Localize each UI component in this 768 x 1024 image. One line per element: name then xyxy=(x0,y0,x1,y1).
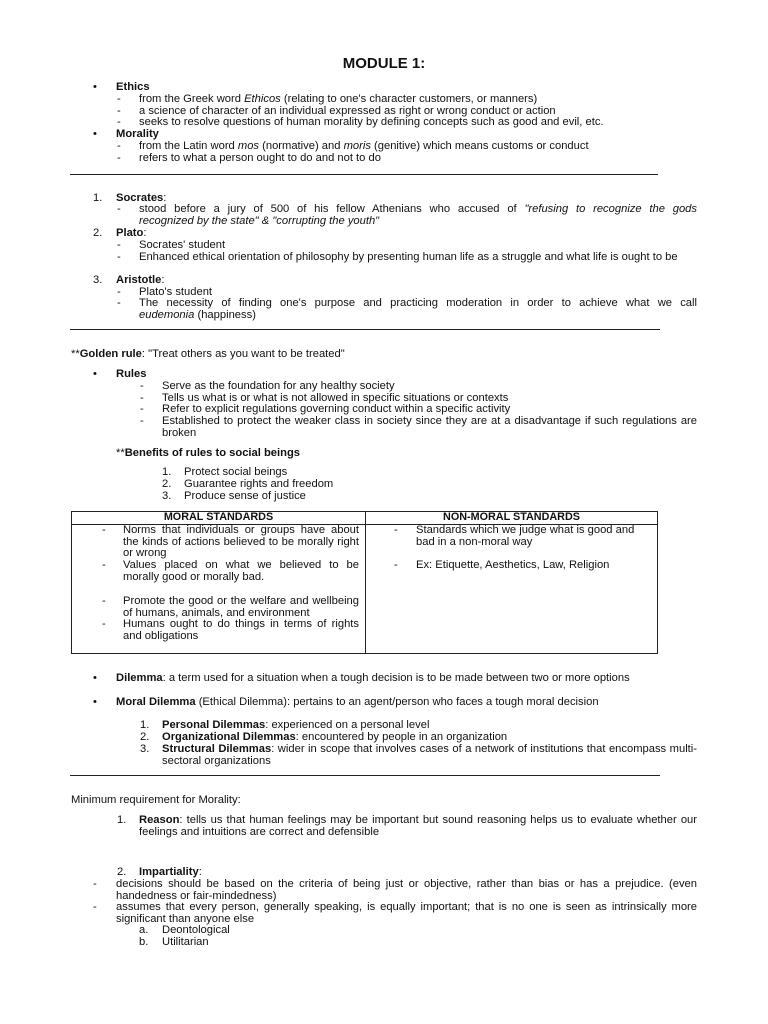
bullet-icon: • xyxy=(93,128,97,140)
impartiality-number: 2. xyxy=(117,866,127,878)
sub-item-letter: a. xyxy=(139,924,149,936)
dash: - xyxy=(117,140,121,152)
dash: - xyxy=(117,203,121,215)
dash: - xyxy=(117,93,121,105)
benefit-item-1: Protect social beings xyxy=(184,466,288,478)
morality-item-2: refers to what a person ought to do and not to do xyxy=(139,152,381,164)
sub-item-deontological: Deontological xyxy=(162,924,230,936)
bullet-icon: • xyxy=(93,672,97,684)
non-moral-item: - Ex: Etiquette, Aesthetics, Law, Religion xyxy=(394,559,610,572)
philosopher-socrates: Socrates: xyxy=(116,192,167,204)
aristotle-item-1: Plato's student xyxy=(139,286,213,298)
dash: - xyxy=(117,239,121,251)
moral-item: - Humans ought to do things in terms of rights and obligations xyxy=(102,618,359,643)
plato-item-1: Socrates' student xyxy=(139,239,226,251)
rules-item-2: Tells us what is or what is not allowed in specific situations or contexts xyxy=(162,392,509,404)
reason-number: 1. xyxy=(117,814,127,826)
dash: - xyxy=(117,152,121,164)
rules-item-1: Serve as the foundation for any healthy society xyxy=(162,380,395,392)
dash: - xyxy=(117,105,121,117)
philosopher-number: 1. xyxy=(93,192,103,204)
dash: - xyxy=(140,415,144,427)
divider xyxy=(70,775,660,776)
dash: - xyxy=(117,116,121,128)
dash: - xyxy=(93,878,97,890)
rules-item-3: Refer to explicit regulations governing conduct within a specific activity xyxy=(162,403,511,415)
moral-item: - Values placed on what we believed to be morally good or morally bad. xyxy=(102,559,359,583)
benefit-item-3: Produce sense of justice xyxy=(184,490,306,502)
moral-item: - Norms that individuals or groups have about the kinds of actions believed to be morally right or wrong xyxy=(102,523,359,560)
divider xyxy=(70,329,660,330)
dilemma-type-structural: Structural Dilemmas: wider in scope that involves cases of a network of institutions that encompass multi-sectoral organizations xyxy=(162,743,697,767)
benefit-number: 3. xyxy=(162,490,172,502)
impartiality-heading: Impartiality: xyxy=(139,866,202,878)
dilemma-type-number: 2. xyxy=(140,731,150,743)
dash: - xyxy=(117,286,121,298)
divider xyxy=(70,174,658,175)
ethics-heading: Ethics xyxy=(116,81,150,93)
ethics-item-2: a science of character of an individual expressed as right or wrong conduct or action xyxy=(139,105,556,117)
aristotle-item-2-cont: eudemonia (happiness) xyxy=(139,309,256,321)
dash: - xyxy=(93,901,97,913)
philosopher-number: 3. xyxy=(93,274,103,286)
dash: - xyxy=(140,403,144,415)
philosopher-number: 2. xyxy=(93,227,103,239)
page-title: MODULE 1: xyxy=(342,55,426,72)
morality-heading: Morality xyxy=(116,128,159,140)
golden-rule: **Golden rule: "Treat others as you want to be treated" xyxy=(71,348,345,360)
moral-standards-header: MORAL STANDARDS xyxy=(72,512,366,525)
philosopher-plato: Plato: xyxy=(116,227,147,239)
rules-item-4: Established to protect the weaker class in society since they are at a disadvantage if such regulations are broken xyxy=(162,415,697,439)
moral-standards-cell xyxy=(72,524,366,653)
bullet-icon: • xyxy=(93,368,97,380)
dash: - xyxy=(140,392,144,404)
dilemma-type-number: 1. xyxy=(140,719,150,731)
bullet-icon: • xyxy=(93,81,97,93)
dilemma-type-personal: Personal Dilemmas: experienced on a personal level xyxy=(162,719,430,731)
non-moral-item: - Standards which we judge what is good and bad in a non-moral way xyxy=(394,523,635,548)
non-moral-standards-cell xyxy=(366,524,658,653)
dash: - xyxy=(117,251,121,263)
benefits-heading: **Benefits of rules to social beings xyxy=(116,447,301,459)
ethics-item-3: seeks to resolve questions of human morality by defining concepts such as good and evil, etc. xyxy=(139,116,604,128)
benefit-number: 1. xyxy=(162,466,172,478)
aristotle-item-2: The necessity of finding one's purpose and practicing moderation in order to achieve what we call xyxy=(139,297,697,309)
dilemma-definition: Dilemma: a term used for a situation when a tough decision is to be made between two or more options xyxy=(116,672,630,684)
non-moral-standards-header: NON-MORAL STANDARDS xyxy=(366,512,658,525)
bullet-icon: • xyxy=(93,696,97,708)
philosopher-aristotle: Aristotle: xyxy=(116,274,165,286)
impartiality-item-1: decisions should be based on the criteria of being just or objective, rather than bias or has a prejudice. (even handedness or fair-mindedness) xyxy=(116,878,697,902)
morality-item-1: from the Latin word mos (normative) and moris (genitive) which means customs or conduct xyxy=(139,140,589,152)
standards-table xyxy=(71,511,658,654)
dash: - xyxy=(117,297,121,309)
impartiality-item-2: assumes that every person, generally speaking, is equally important; that is no one is seen as intrinsically more significant than anyone else xyxy=(116,901,697,925)
benefit-item-2: Guarantee rights and freedom xyxy=(184,478,334,490)
sub-item-letter: b. xyxy=(139,936,149,948)
moral-item: - Promote the good or the welfare and wellbeing of humans, animals, and environment xyxy=(102,594,359,619)
dilemma-type-number: 3. xyxy=(140,743,150,755)
socrates-item-1: stood before a jury of 500 of his fellow Athenians who accused of "refusing to recognize the gods xyxy=(139,203,697,215)
dilemma-type-organizational: Organizational Dilemmas: encountered by people in an organization xyxy=(162,731,508,743)
sub-item-utilitarian: Utilitarian xyxy=(162,936,209,948)
plato-item-2: Enhanced ethical orientation of philosophy by presenting human life as a struggle and what life is ought to be xyxy=(139,251,678,263)
socrates-item-1-cont: recognized by the state" & "corrupting the youth" xyxy=(139,215,380,227)
minimum-heading: Minimum requirement for Morality: xyxy=(71,794,241,806)
rules-heading: Rules xyxy=(116,368,147,380)
benefit-number: 2. xyxy=(162,478,172,490)
ethics-item-1: from the Greek word Ethicos (relating to one's character customers, or manners) xyxy=(139,93,538,105)
moral-dilemma-definition: Moral Dilemma (Ethical Dilemma): pertains to an agent/person who faces a tough moral decision xyxy=(116,696,599,708)
reason-definition: Reason: tells us that human feelings may be important but sound reasoning helps us to evaluate whether our feelings and intuitions are correct and defensible xyxy=(139,814,697,838)
dash: - xyxy=(140,380,144,392)
